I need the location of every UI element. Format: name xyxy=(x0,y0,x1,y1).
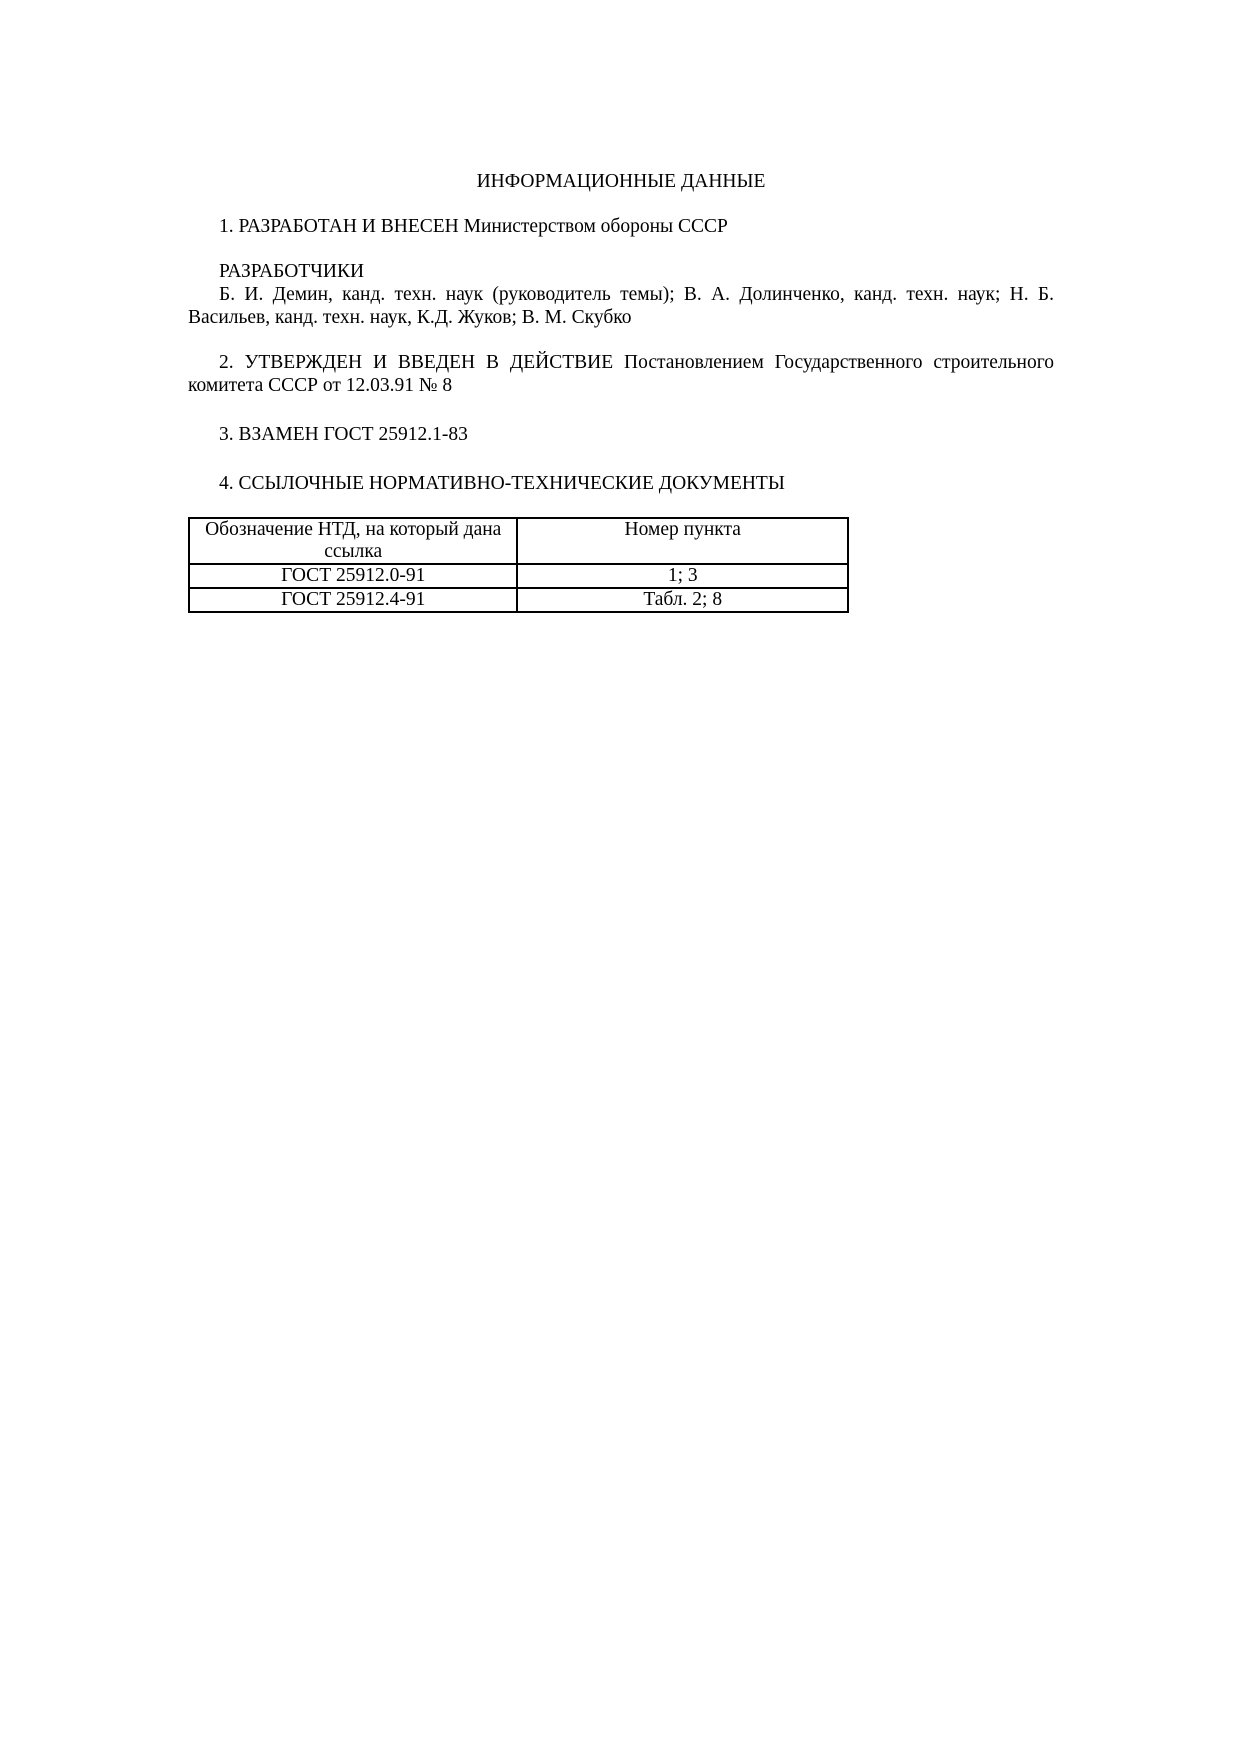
references-table xyxy=(188,517,849,613)
developers-heading: РАЗРАБОТЧИКИ xyxy=(219,261,365,282)
item-approved: 2. УТВЕРЖДЕН И ВВЕДЕН В ДЕЙСТВИЕ Постановлением Государственного строительного комитета СССР от 12.03.91 № 8 xyxy=(188,352,1054,396)
document-page xyxy=(188,170,1054,613)
item-references-heading: 4. ССЫЛОЧНЫЕ НОРМАТИВНО-ТЕХНИЧЕСКИЕ ДОКУМЕНТЫ xyxy=(219,473,785,494)
document-title: ИНФОРМАЦИОННЫЕ ДАННЫЕ xyxy=(476,171,766,192)
cell-designation: ГОСТ 25912.4-91 xyxy=(189,588,517,612)
table-header-row xyxy=(189,518,848,564)
header-designation: Обозначение НТД, на который дана ссылка xyxy=(189,518,517,564)
item-replaces: 3. ВЗАМЕН ГОСТ 25912.1-83 xyxy=(219,424,468,445)
cell-clause-number: Табл. 2; 8 xyxy=(517,588,848,612)
developers-list: Б. И. Демин, канд. техн. наук (руководитель темы); В. А. Долинченко, канд. техн. наук; Н. Б. Васильев, канд. техн. наук, К.Д. Жуков; В. М. Скубко xyxy=(188,284,1054,328)
table-row xyxy=(189,564,848,588)
cell-designation: ГОСТ 25912.0-91 xyxy=(189,564,517,588)
table-row xyxy=(189,588,848,612)
item-developed-by: 1. РАЗРАБОТАН И ВНЕСЕН Министерством обороны СССР xyxy=(219,216,728,237)
cell-clause-number: 1; 3 xyxy=(517,564,848,588)
header-clause-number: Номер пункта xyxy=(517,518,848,564)
